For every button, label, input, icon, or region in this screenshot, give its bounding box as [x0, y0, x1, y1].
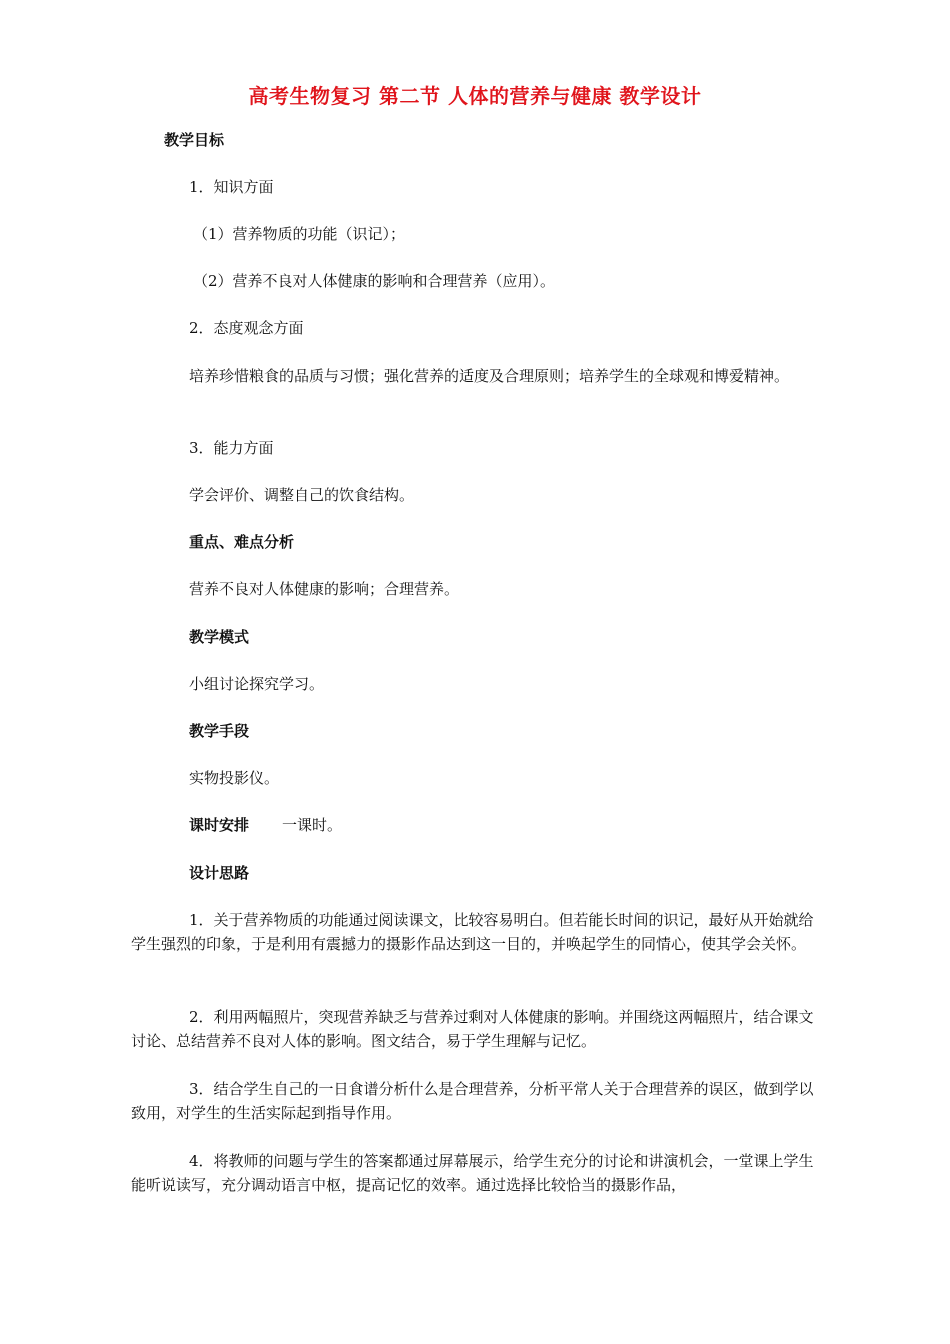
schedule-text: 一课时。: [282, 816, 343, 834]
key-points-heading: 重点、难点分析: [189, 533, 295, 551]
mode-text: 小组讨论探究学习。: [189, 675, 325, 693]
schedule-line: [189, 813, 821, 837]
ability-text: 学会评价、调整自己的饮食结构。: [189, 486, 415, 504]
schedule-heading: 课时安排: [189, 816, 250, 834]
key-points-text: 营养不良对人体健康的影响；合理营养。: [189, 580, 460, 598]
design-heading: 设计思路: [189, 864, 250, 882]
design-paragraph-1: 1．关于营养物质的功能通过阅读课文，比较容易明白。但若能长时间的识记，最好从开始就给学生强烈的印象，于是利用有震撼力的摄影作品达到这一目的，并唤起学生的同情心，使其学会关怀。: [131, 911, 814, 953]
mode-heading: 教学模式: [189, 628, 250, 646]
design-paragraph-3: 3．结合学生自己的一日食谱分析什么是合理营养，分析平常人关于合理营养的误区，做到学以致用，对学生的生活实际起到指导作用。: [131, 1080, 814, 1122]
design-paragraph-4: 4．将教师的问题与学生的答案都通过屏幕展示，给学生充分的讨论和讲演机会，一堂课上学生能听说读写，充分调动语言中枢，提高记忆的效率。通过选择比较恰当的摄影作品，: [131, 1152, 814, 1194]
page-title: 高考生物复习 第二节 人体的营养与健康 教学设计: [248, 84, 702, 108]
objectives-heading: 教学目标: [164, 131, 225, 149]
knowledge-item-2: （2）营养不良对人体健康的影响和合理营养（应用）。: [193, 272, 556, 290]
means-text: 实物投影仪。: [189, 769, 280, 787]
attitude-heading: 2．态度观念方面: [189, 319, 304, 337]
design-paragraph-2: 2．利用两幅照片，突现营养缺乏与营养过剩对人体健康的影响。并围绕这两幅照片，结合课文讨论、总结营养不良对人体的影响。图文结合，易于学生理解与记忆。: [131, 1008, 814, 1050]
attitude-text: 培养珍惜粮食的品质与习惯；强化营养的适度及合理原则；培养学生的全球观和博爱精神。: [189, 367, 790, 385]
means-heading: 教学手段: [189, 722, 250, 740]
knowledge-item-1: （1）营养物质的功能（识记）；: [193, 225, 406, 243]
ability-heading: 3．能力方面: [189, 439, 274, 457]
knowledge-heading: 1．知识方面: [189, 178, 274, 196]
